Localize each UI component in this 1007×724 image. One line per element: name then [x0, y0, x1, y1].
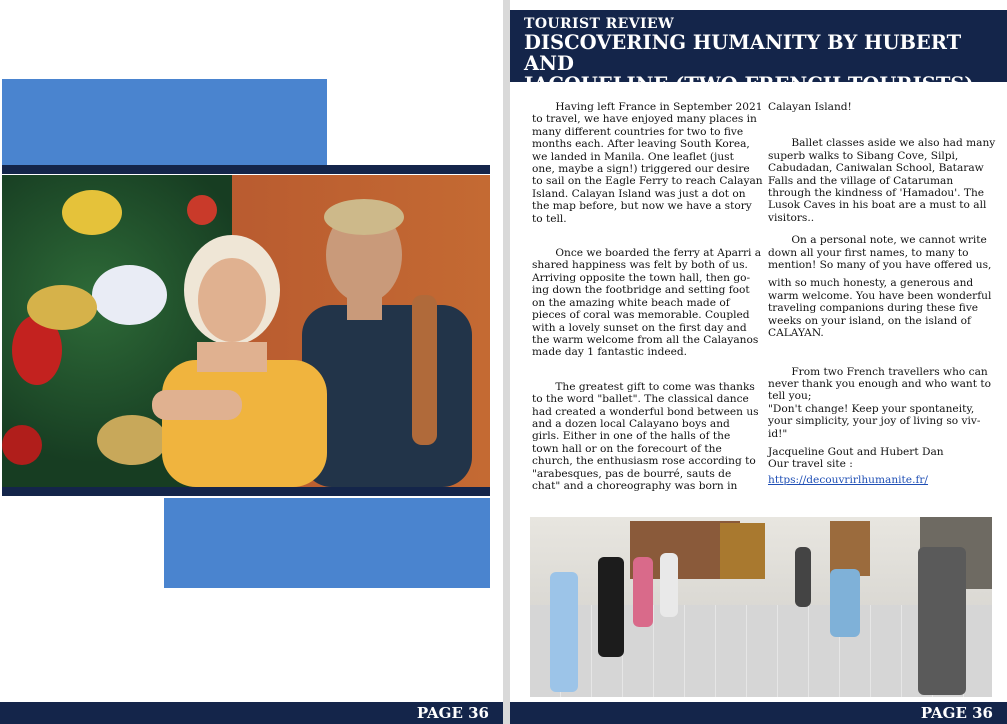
text-line: From two French travellers who can [791, 365, 988, 378]
text-line: "Don't change! Keep your spontaneity, [768, 402, 975, 415]
text-line: and a dozen local Calayano boys and [532, 417, 730, 430]
text-line: Having left France in September 2021 [555, 101, 763, 113]
text-line: months each. After leaving South Korea, [532, 138, 750, 151]
section-kicker: TOURIST REVIEW [524, 16, 675, 32]
paragraph [532, 247, 762, 359]
text-line: one, maybe a sign!) triggered our desire [532, 163, 750, 176]
headline-line-2: JACQUELINE (TWO FRENCH TOURISTS) [524, 73, 974, 96]
decor-block-top [2, 79, 327, 174]
text-line: to the word "ballet". The classical dance [532, 393, 749, 406]
text-line: Once we boarded the ferry at Aparri a [555, 247, 762, 260]
decor-bar-bottom [2, 487, 490, 496]
text-line: The greatest gift to come was thanks [555, 380, 755, 393]
couple-photo [2, 175, 490, 487]
article-header [510, 10, 1007, 96]
text-line: many different countries for two to five [532, 125, 744, 138]
text-line: we landed in Manila. One leaflet (just [532, 150, 734, 163]
left-page [0, 0, 503, 724]
text-line: with so much honesty, a generous and [768, 277, 974, 290]
text-line: id!" [768, 427, 788, 440]
site-label: Our travel site : [768, 458, 853, 471]
woman-figure [152, 230, 332, 487]
text-line: CALAYAN. [768, 327, 824, 340]
text-line: "arabesques, pas de bourré, sauts de [532, 467, 732, 480]
text-line: Arriving opposite the town hall, then go- [532, 271, 751, 284]
text-line: your simplicity, your joy of living so viv- [768, 415, 981, 428]
text-line: girls. Either in one of the halls of the [532, 430, 731, 443]
decor-bar-top [2, 165, 490, 174]
text-line: shared happiness was felt by both of us. [532, 259, 748, 272]
article-column-1 [532, 101, 763, 492]
text-line: down all your first names, to many to [768, 246, 969, 259]
text-line: to tell. [532, 212, 567, 225]
text-line: Lusok Caves in his boat are a must to all [768, 199, 987, 212]
page-number: PAGE 36 [510, 702, 1007, 724]
text-line: made day 1 fantastic indeed. [532, 346, 688, 359]
text-line: On a personal note, we cannot write [791, 234, 987, 247]
paragraph [532, 101, 763, 225]
text-line: to sail on the Eagle Ferry to reach Calayan [532, 175, 763, 188]
text-line: with a lovely sunset on the first day and [532, 321, 747, 334]
text-line: town hall or on the forecourt of the [532, 442, 722, 455]
text-line: on the amazing white beach made of [532, 296, 730, 309]
decor-block-bottom [164, 498, 490, 588]
ballet-class-photo [530, 517, 992, 697]
text-line: to travel, we have enjoyed many places in [532, 113, 757, 126]
text-line: chat" and a choreography was born in [532, 479, 738, 492]
text-line: Falls and the village of Cataruman [768, 174, 954, 187]
text-line: superb walks to Sibang Cove, Silpi, [768, 149, 959, 162]
text-line: tell you; [768, 390, 812, 403]
text-line: never thank you enough and who want to [768, 377, 991, 390]
text-line: Cabudadan, Caniwalan School, Bataraw [768, 162, 984, 175]
text-line: Island. Calayan Island was just a dot on [532, 187, 746, 200]
paragraph [768, 277, 998, 339]
paragraph [768, 101, 998, 113]
signature: Jacqueline Gout and Hubert Dan [768, 445, 944, 458]
paragraph [768, 366, 998, 440]
text-line: weeks on your island, on the island of [768, 314, 971, 327]
text-line: pieces of coral was memorable. Coupled [532, 309, 750, 322]
text-line: Ballet classes aside we also had many [791, 137, 996, 150]
article-column-2 [768, 101, 998, 486]
paragraph [768, 234, 998, 271]
text-line: mention! So many of you have offered us, [768, 259, 992, 272]
text-line: the map before, but now we have a story [532, 200, 752, 213]
paragraph [532, 381, 757, 493]
right-page [510, 0, 1007, 724]
travel-site-link[interactable]: https://decouvrirlhumanite.fr/ [768, 473, 929, 486]
text-line: Calayan Island! [768, 101, 852, 113]
text-line: warm welcome. You have been wonderful [768, 289, 992, 302]
headline-line-1: DISCOVERING HUMANITY BY HUBERT AND [524, 31, 962, 75]
text-line: visitors.. [768, 211, 815, 224]
text-line: traveling companions during these five [768, 302, 979, 315]
text-line: ing down the footbridge and setting foot [532, 284, 750, 297]
text-line: through the kindness of 'Hamadou'. The [768, 187, 985, 200]
page-number: PAGE 36 [0, 702, 503, 724]
text-line: the warm welcome from all the Calayanos [532, 333, 759, 346]
text-line: had created a wonderful bond between us [532, 405, 759, 418]
text-line: church, the enthusiasm rose according to [532, 455, 756, 468]
paragraph [768, 137, 998, 224]
